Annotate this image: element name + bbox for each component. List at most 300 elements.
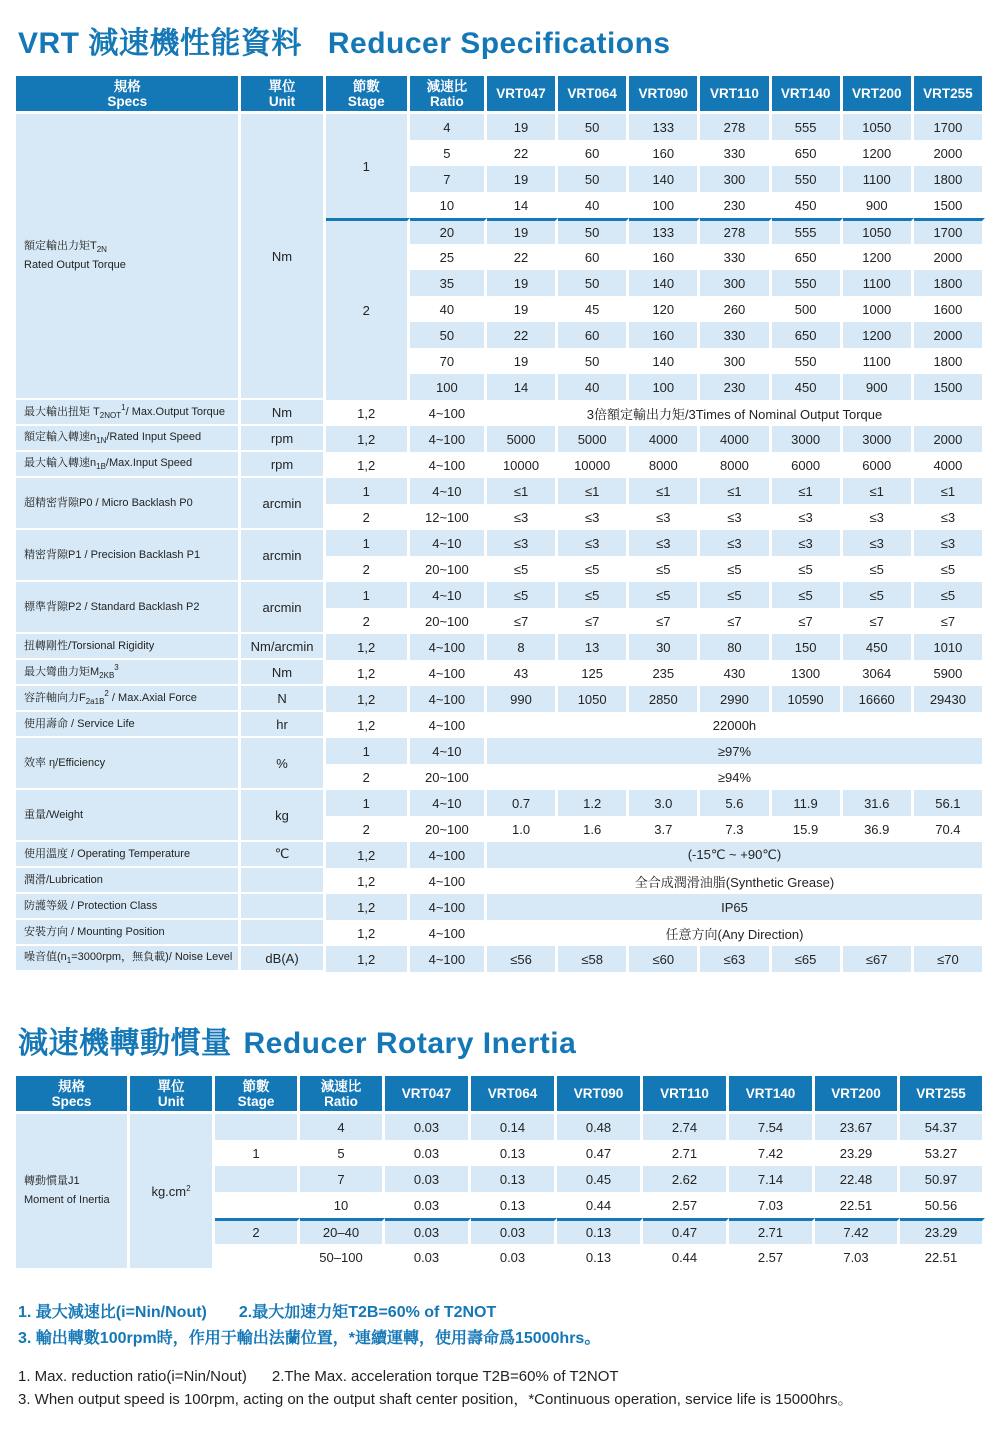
stage-cell: [215, 1192, 300, 1218]
column-header-model: VRT090: [629, 76, 700, 114]
value-cell: 1700: [914, 114, 985, 140]
value-cell: 450: [843, 634, 914, 660]
ratio-cell: 4~10: [410, 530, 487, 556]
value-cell: 54.37: [900, 1114, 985, 1140]
ratio-cell: 50: [410, 322, 487, 348]
unit-cell: Nm: [241, 400, 325, 426]
value-cell: 50.97: [900, 1166, 985, 1192]
spec-label: 最大輸入轉速$n_{1B}/Max.Input$ Speed: [16, 452, 241, 478]
value-cell: 230: [700, 192, 771, 218]
value-cell: 22.51: [815, 1192, 900, 1218]
value-cell: 13: [558, 634, 629, 660]
value-cell: ≤3: [558, 504, 629, 530]
ratio-cell: 4~100: [410, 868, 487, 894]
value-cell: 1500: [914, 374, 985, 400]
column-header-model: VRT255: [900, 1076, 985, 1114]
value-cell: 2.71: [643, 1140, 729, 1166]
value-cell: ≤3: [772, 504, 843, 530]
footnote-zh-line2: 3. 輸出轉數100rpm時，作用于輸出法蘭位置，*連續運轉，使用壽命爲15000hrs。: [18, 1329, 601, 1347]
value-cell: 550: [772, 270, 843, 296]
ratio-cell: 35: [410, 270, 487, 296]
value-cell: 40: [558, 374, 629, 400]
ratio-cell: 7: [410, 166, 487, 192]
value-cell: 450: [772, 374, 843, 400]
value-cell: 555: [772, 218, 843, 244]
ratio-cell: 4~100: [410, 400, 487, 426]
value-cell: 2000: [914, 140, 985, 166]
value-cell: ≤7: [700, 608, 771, 634]
value-cell: 3.7: [629, 816, 700, 842]
table-row: [16, 842, 985, 868]
value-cell: 330: [700, 322, 771, 348]
value-cell: 2000: [914, 322, 985, 348]
value-cell: 0.03: [385, 1218, 471, 1244]
value-cell: ≤3: [843, 530, 914, 556]
stage-cell: 1,2: [326, 920, 410, 946]
value-cell: ≤5: [700, 582, 771, 608]
value-cell: ≤7: [629, 608, 700, 634]
ratio-cell: 4: [410, 114, 487, 140]
value-cell: 1100: [843, 270, 914, 296]
header-row: [16, 76, 985, 114]
column-header-model: VRT110: [700, 76, 771, 114]
spec-label: 容許軸向力$F_{2a1B}^2$ / Max.Axial Force: [16, 686, 241, 712]
value-cell: 23.29: [900, 1218, 985, 1244]
ratio-cell: 5: [300, 1140, 385, 1166]
table-row: [16, 452, 985, 478]
value-cell: 4000: [914, 452, 985, 478]
value-cell: ≤58: [558, 946, 629, 972]
ratio-cell: 5: [410, 140, 487, 166]
value-cell: 2.71: [729, 1218, 815, 1244]
value-cell: 100: [629, 192, 700, 218]
value-cell: 125: [558, 660, 629, 686]
value-cell: 133: [629, 114, 700, 140]
value-cell: ≤1: [700, 478, 771, 504]
value-cell: 8000: [700, 452, 771, 478]
value-cell: 5000: [487, 426, 558, 452]
column-header-model: VRT140: [729, 1076, 815, 1114]
value-cell: ≤65: [772, 946, 843, 972]
table-row: [16, 894, 985, 920]
merged-value-cell: ≥94%: [487, 764, 985, 790]
value-cell: ≤7: [843, 608, 914, 634]
table-row: [16, 530, 985, 556]
ratio-cell: 40: [410, 296, 487, 322]
stage-cell: 2: [326, 608, 410, 634]
value-cell: 550: [772, 348, 843, 374]
footnote-zh-line1: 1. 最大減速比(i=Nin/Nout) 2.最大加速力矩T2B=60% of T2NOT: [18, 1304, 497, 1321]
stage-cell: 1: [326, 114, 410, 218]
value-cell: 160: [629, 140, 700, 166]
value-cell: 70.4: [914, 816, 985, 842]
unit-cell: [241, 868, 325, 894]
table-row: [16, 478, 985, 504]
column-header-specs: 規格 Specs: [16, 76, 241, 114]
value-cell: 7.14: [729, 1166, 815, 1192]
ratio-cell: 4~10: [410, 738, 487, 764]
value-cell: 10590: [772, 686, 843, 712]
value-cell: 100: [629, 374, 700, 400]
column-header-model: VRT255: [914, 76, 985, 114]
ratio-cell: 10: [410, 192, 487, 218]
value-cell: 300: [700, 166, 771, 192]
value-cell: ≤5: [629, 556, 700, 582]
value-cell: 1050: [843, 114, 914, 140]
value-cell: 150: [772, 634, 843, 660]
value-cell: 0.7: [487, 790, 558, 816]
value-cell: 0.03: [385, 1244, 471, 1270]
value-cell: 2.57: [643, 1192, 729, 1218]
value-cell: 2.74: [643, 1114, 729, 1140]
value-cell: 0.14: [471, 1114, 557, 1140]
stage-cell: 1,2: [326, 894, 410, 920]
value-cell: 19: [487, 166, 558, 192]
value-cell: 23.29: [815, 1140, 900, 1166]
value-cell: 1600: [914, 296, 985, 322]
column-header-specs: 規格 Specs: [16, 1076, 130, 1114]
value-cell: 0.47: [643, 1218, 729, 1244]
value-cell: 5900: [914, 660, 985, 686]
value-cell: 1050: [843, 218, 914, 244]
stage-cell: 1: [326, 582, 410, 608]
ratio-cell: 4~100: [410, 920, 487, 946]
value-cell: ≤7: [914, 608, 985, 634]
value-cell: 40: [558, 192, 629, 218]
value-cell: 1.0: [487, 816, 558, 842]
value-cell: 140: [629, 166, 700, 192]
table-row: [16, 400, 985, 426]
ratio-cell: 20~100: [410, 816, 487, 842]
value-cell: 900: [843, 192, 914, 218]
value-cell: 11.9: [772, 790, 843, 816]
stage-cell: 1,2: [326, 946, 410, 972]
value-cell: 19: [487, 114, 558, 140]
value-cell: 0.44: [557, 1192, 643, 1218]
value-cell: 1000: [843, 296, 914, 322]
stage-cell: 1,2: [326, 842, 410, 868]
value-cell: 1700: [914, 218, 985, 244]
column-header-ratio: 減速比 Ratio: [410, 76, 487, 114]
value-cell: 278: [700, 114, 771, 140]
merged-value-cell: 3倍額定輸出力矩/3Times of Nominal Output Torque: [487, 400, 985, 426]
value-cell: 8: [487, 634, 558, 660]
value-cell: 990: [487, 686, 558, 712]
value-cell: 3000: [772, 426, 843, 452]
value-cell: ≤70: [914, 946, 985, 972]
value-cell: 160: [629, 322, 700, 348]
value-cell: 10000: [487, 452, 558, 478]
value-cell: ≤3: [772, 530, 843, 556]
title-zh: VRT 減速機性能資料: [18, 27, 302, 60]
value-cell: ≤67: [843, 946, 914, 972]
value-cell: 31.6: [843, 790, 914, 816]
column-header-model: VRT064: [558, 76, 629, 114]
unit-cell: $kg.cm^2$: [130, 1114, 215, 1270]
spec-label: 效率 η/Efficiency: [16, 738, 241, 790]
value-cell: 160: [629, 244, 700, 270]
value-cell: 0.44: [643, 1244, 729, 1270]
unit-cell: Nm: [241, 660, 325, 686]
value-cell: 1800: [914, 166, 985, 192]
value-cell: 7.03: [815, 1244, 900, 1270]
merged-value-cell: IP65: [487, 894, 985, 920]
value-cell: ≤5: [914, 582, 985, 608]
value-cell: 6000: [843, 452, 914, 478]
value-cell: ≤7: [772, 608, 843, 634]
value-cell: 3.0: [629, 790, 700, 816]
rotary-inertia-table: [16, 1076, 985, 1270]
column-header-model: VRT047: [385, 1076, 471, 1114]
table-row: [16, 686, 985, 712]
value-cell: 80: [700, 634, 771, 660]
column-header-stage: 節數 Stage: [326, 76, 410, 114]
spec-label: 超精密背隙P0 / Micro Backlash P0: [16, 478, 241, 530]
ratio-cell: 10: [300, 1192, 385, 1218]
value-cell: ≤60: [629, 946, 700, 972]
value-cell: ≤1: [558, 478, 629, 504]
value-cell: 30: [629, 634, 700, 660]
stage-cell: 2: [326, 764, 410, 790]
value-cell: 300: [700, 348, 771, 374]
value-cell: ≤5: [914, 556, 985, 582]
value-cell: ≤5: [843, 582, 914, 608]
ratio-cell: 7: [300, 1166, 385, 1192]
merged-value-cell: ≥97%: [487, 738, 985, 764]
ratio-cell: 50–100: [300, 1244, 385, 1270]
value-cell: ≤3: [487, 504, 558, 530]
table-row: [16, 582, 985, 608]
unit-cell: [241, 920, 325, 946]
value-cell: 0.13: [471, 1140, 557, 1166]
value-cell: 60: [558, 244, 629, 270]
stage-cell: 1,2: [326, 452, 410, 478]
value-cell: ≤5: [700, 556, 771, 582]
value-cell: 133: [629, 218, 700, 244]
footnotes: [18, 1300, 985, 1412]
value-cell: 330: [700, 244, 771, 270]
value-cell: 2.62: [643, 1166, 729, 1192]
value-cell: ≤3: [914, 504, 985, 530]
merged-value-cell: (-15℃ ~ +90℃): [487, 842, 985, 868]
value-cell: 650: [772, 244, 843, 270]
value-cell: 1800: [914, 348, 985, 374]
value-cell: 0.13: [557, 1244, 643, 1270]
stage-cell: 1,2: [326, 686, 410, 712]
reducer-specifications-section: [16, 76, 985, 972]
value-cell: ≤1: [487, 478, 558, 504]
stage-cell: 1,2: [326, 400, 410, 426]
value-cell: 45: [558, 296, 629, 322]
table-row: [16, 738, 985, 764]
title-en: Reducer Rotary Inertia: [243, 1027, 577, 1060]
value-cell: 5.6: [700, 790, 771, 816]
ratio-cell: 100: [410, 374, 487, 400]
ratio-cell: 20–40: [300, 1218, 385, 1244]
unit-cell: kg: [241, 790, 325, 842]
table-row: [16, 1114, 985, 1140]
ratio-cell: 4: [300, 1114, 385, 1140]
value-cell: ≤3: [914, 530, 985, 556]
spec-label: 額定輸入轉速$n_{1N}$/Rated Input Speed: [16, 426, 241, 452]
value-cell: 14: [487, 374, 558, 400]
value-cell: ≤5: [772, 582, 843, 608]
column-header-model: VRT090: [557, 1076, 643, 1114]
value-cell: 2850: [629, 686, 700, 712]
value-cell: 1200: [843, 140, 914, 166]
value-cell: ≤3: [843, 504, 914, 530]
value-cell: 7.3: [700, 816, 771, 842]
value-cell: ≤5: [558, 582, 629, 608]
ratio-cell: 4~100: [410, 452, 487, 478]
value-cell: ≤56: [487, 946, 558, 972]
stage-cell: 1: [326, 530, 410, 556]
value-cell: 0.03: [385, 1140, 471, 1166]
column-header-model: VRT200: [815, 1076, 900, 1114]
value-cell: 50: [558, 166, 629, 192]
value-cell: 650: [772, 140, 843, 166]
value-cell: ≤1: [629, 478, 700, 504]
ratio-cell: 4~100: [410, 686, 487, 712]
column-header-unit: 單位 Unit: [130, 1076, 215, 1114]
spec-label: 額定輸出力矩$T_{2N}$ Rated Output Torque: [16, 114, 241, 400]
value-cell: 555: [772, 114, 843, 140]
unit-cell: %: [241, 738, 325, 790]
value-cell: 19: [487, 348, 558, 374]
title-en: Reducer Specifications: [327, 27, 671, 60]
spec-label: 噪音值($n_1=3000rpm$，無負載)/ Noise Level: [16, 946, 241, 972]
ratio-cell: 4~100: [410, 660, 487, 686]
value-cell: 0.47: [557, 1140, 643, 1166]
table-row: [16, 634, 985, 660]
value-cell: 300: [700, 270, 771, 296]
value-cell: ≤3: [629, 530, 700, 556]
value-cell: 22.48: [815, 1166, 900, 1192]
table-row: [16, 660, 985, 686]
value-cell: 19: [487, 218, 558, 244]
value-cell: ≤3: [700, 530, 771, 556]
value-cell: 50: [558, 348, 629, 374]
footnote-en-line2: 3. When output speed is 100rpm, acting on the output shaft center position，*Continuous operation, service life is 15000hrs。: [18, 1391, 853, 1409]
value-cell: 230: [700, 374, 771, 400]
merged-value-cell: 任意方向(Any Direction): [487, 920, 985, 946]
value-cell: ≤5: [772, 556, 843, 582]
value-cell: 278: [700, 218, 771, 244]
stage-cell: 1,2: [326, 660, 410, 686]
value-cell: 3000: [843, 426, 914, 452]
value-cell: 56.1: [914, 790, 985, 816]
ratio-cell: 20~100: [410, 556, 487, 582]
value-cell: 7.42: [815, 1218, 900, 1244]
unit-cell: rpm: [241, 452, 325, 478]
stage-cell: 1: [215, 1140, 300, 1166]
footnote-en-line1: 1. Max. reduction ratio(i=Nin/Nout) 2.The Max. acceleration torque T2B=60% of T2NOT: [18, 1368, 619, 1386]
value-cell: 6000: [772, 452, 843, 478]
value-cell: 450: [772, 192, 843, 218]
value-cell: 7.42: [729, 1140, 815, 1166]
spec-label: 轉動慣量J1 Moment of Inertia: [16, 1114, 130, 1270]
column-header-model: VRT047: [487, 76, 558, 114]
value-cell: 7.03: [729, 1192, 815, 1218]
value-cell: 29430: [914, 686, 985, 712]
value-cell: ≤63: [700, 946, 771, 972]
value-cell: 140: [629, 348, 700, 374]
value-cell: 22.51: [900, 1244, 985, 1270]
column-header-model: VRT110: [643, 1076, 729, 1114]
value-cell: ≤1: [914, 478, 985, 504]
stage-cell: 1: [326, 478, 410, 504]
value-cell: 50: [558, 218, 629, 244]
ratio-cell: 4~10: [410, 582, 487, 608]
column-header-unit: 單位 Unit: [241, 76, 325, 114]
unit-cell: N: [241, 686, 325, 712]
value-cell: ≤5: [487, 582, 558, 608]
value-cell: 0.13: [557, 1218, 643, 1244]
value-cell: 22: [487, 322, 558, 348]
value-cell: 60: [558, 322, 629, 348]
title-zh: 減速機轉動慣量: [18, 1027, 232, 1060]
value-cell: 19: [487, 296, 558, 322]
merged-value-cell: 22000h: [487, 712, 985, 738]
value-cell: 1100: [843, 348, 914, 374]
value-cell: 0.03: [385, 1192, 471, 1218]
value-cell: 0.45: [557, 1166, 643, 1192]
value-cell: ≤7: [487, 608, 558, 634]
value-cell: 50: [558, 270, 629, 296]
spec-label: 最大輸出扭矩 $T_{2NOT}^1/$ Max.Output Torque: [16, 400, 241, 426]
value-cell: 4000: [700, 426, 771, 452]
value-cell: 1300: [772, 660, 843, 686]
value-cell: 0.03: [471, 1218, 557, 1244]
value-cell: 7.54: [729, 1114, 815, 1140]
spec-label: 使用溫度 / Operating Temperature: [16, 842, 241, 868]
value-cell: 1010: [914, 634, 985, 660]
stage-cell: 1,2: [326, 426, 410, 452]
table-row: [16, 790, 985, 816]
table-row: [16, 920, 985, 946]
stage-cell: 2: [326, 556, 410, 582]
ratio-cell: 4~10: [410, 478, 487, 504]
spec-label: 扭轉剛性/Torsional Rigidity: [16, 634, 241, 660]
spec-label: 防護等級 / Protection Class: [16, 894, 241, 920]
value-cell: 22: [487, 244, 558, 270]
value-cell: ≤1: [772, 478, 843, 504]
value-cell: 0.03: [471, 1244, 557, 1270]
spec-label: 精密背隙P1 / Precision Backlash P1: [16, 530, 241, 582]
value-cell: 1800: [914, 270, 985, 296]
value-cell: 15.9: [772, 816, 843, 842]
value-cell: 5000: [558, 426, 629, 452]
value-cell: 0.13: [471, 1192, 557, 1218]
value-cell: 500: [772, 296, 843, 322]
value-cell: 0.03: [385, 1114, 471, 1140]
value-cell: 650: [772, 322, 843, 348]
value-cell: 900: [843, 374, 914, 400]
table-row: [16, 868, 985, 894]
stage-cell: [215, 1166, 300, 1192]
rotary-inertia-section: [16, 1076, 985, 1270]
page-title-inertia: [18, 1018, 985, 1062]
value-cell: 50.56: [900, 1192, 985, 1218]
value-cell: 0.48: [557, 1114, 643, 1140]
value-cell: 1.6: [558, 816, 629, 842]
column-header-stage: 節數 Stage: [215, 1076, 300, 1114]
ratio-cell: 12~100: [410, 504, 487, 530]
value-cell: 2000: [914, 426, 985, 452]
value-cell: 0.03: [385, 1166, 471, 1192]
value-cell: 22: [487, 140, 558, 166]
value-cell: ≤5: [487, 556, 558, 582]
